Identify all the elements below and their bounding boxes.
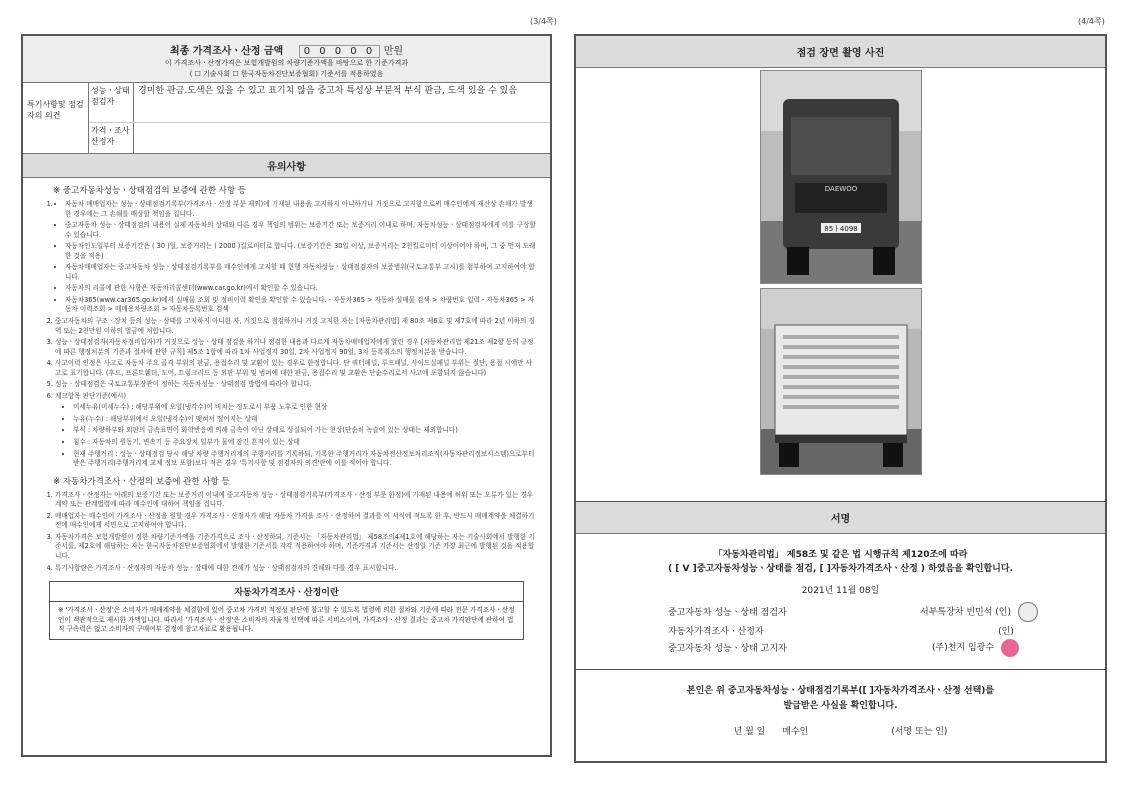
sign-statement: [576, 548, 1105, 577]
definition-title: 자동차가격조사ㆍ산정이란: [50, 582, 523, 602]
appraiser-seal: (인): [998, 626, 1014, 637]
confirm-line-2: 발급받은 사실을 확인합니다.: [783, 701, 898, 712]
sign-date: 2021년 11월 08일: [801, 585, 880, 596]
section1-title: ※ 중고자동차성능ㆍ상태점검의 보증에 관한 사항 등: [53, 186, 247, 196]
note-item: 3. 성능ㆍ상태점검자(자동차정비업자)가 거짓으로 성능ㆍ상태 점검을 하거나 점검한 내용과 다르게 자동차매매업자에게 알린 경우 [자동차관리법 제21조 제2항 등의 규정에 따른 행정처분의 기준과 절차에 관한 규칙] 제5조 1항에 따라 1차 사업정지 30일, 2차 사업정지 90일, 3차 등록취소의 행정처분을 받습니다.: [55, 338, 536, 357]
signature-row-appraiser: [668, 624, 1038, 637]
page-number-right: (4/4쪽): [1078, 17, 1105, 26]
note-bullet: • 1. 자동차 매매업자는 성능ㆍ상태점검기록부(가격조사ㆍ산정 부문 제외)에 기재된 내용을 고지하지 아니하거나 거짓으로 고지함으로써 매수인에게 재산상 손해가 발생한 경우에는 그 손해를 배상할 책임을 집니다.: [65, 200, 536, 219]
note-item: 2. 중고자동차의 구조ㆍ장치 등의 성능ㆍ상태를 고지하지 아니한 자, 거짓으로 점검하거나 거짓 고지한 자는 [자동차관리법] 제 80조 제6호 및 제7호에 따라 2년 이하의 징역 또는 2천만원 이하의 벌금에 처합니다.: [55, 317, 536, 336]
note-bullet: • 중고자동차 성능ㆍ상태점검의 내용이 실제 자동차의 상태와 다른 경우 책임의 범위는 보증기간 또는 보증거리 이내로 하며, 자동차성능ㆍ상태점검자에게 이를 구상할 수 있습니다.: [65, 221, 536, 240]
buyer-confirm: [576, 669, 1105, 715]
note-bullet: • 자동차의 리콜에 관한 사항은 자동차리콜센터(www.car.go.kr)에서 확인할 수 있습니다.: [65, 284, 536, 294]
inspector-cell: [920, 602, 1038, 622]
criteria-item: • 누유(누수) : 해당부위에서 오일(냉각수)이 맺혀서 떨어지는 상태: [73, 415, 536, 425]
note-bullet: • 자동차365(www.car365.go.kr)에서 실매물 조회 및 정비이력 확인을 확인할 수 있습니다. - 자동차365 > 자동차 실매물 검색 > 차량번호 입력 - 자동차365 > 자동차 이력조회 > 매매용차량조회 > 자동차등록번호 검색: [65, 296, 536, 315]
price-note-1: 이 가격조사ㆍ산정가격은 보험개발원의 차량기준가액을 바탕으로 한 기준가격과: [164, 59, 409, 67]
notes1-list: [55, 200, 536, 315]
notifier-role: 중고자동차 성능ㆍ상태 고지자: [668, 644, 787, 655]
criteria-item: • 침수 : 자동차의 원동기, 변속기 등 주요장치 일부가 물에 잠긴 흔적이 있는 상태: [73, 438, 536, 448]
inspector-stamp-icon: [1018, 602, 1038, 622]
price-title: 최종 가격조사ㆍ산정 금액: [169, 46, 284, 57]
price-title-row: [23, 36, 550, 58]
note-bullet: • 자동차매매업자는 중고자동차 성능ㆍ상태점검기록부를 매수인에게 고지할 때 현행 자동차성능ㆍ상태점검자의 보증범위(국토교통부 고시)를 첨부하여 고지하여야 합니다.: [65, 263, 536, 282]
criteria-item: • 미세누유(미세누수) : 해당부위에 오일(냉각수)이 비치는 정도로서 부품 노후로 인한 현상: [73, 403, 536, 413]
price-unit: 만원: [383, 46, 404, 57]
right-page: [574, 34, 1107, 763]
op-key-inspector: 성능ㆍ상태점검자: [89, 83, 134, 122]
signature-row-inspector: [668, 602, 1038, 622]
opinion-row-inspector: [89, 83, 550, 123]
photo-front: [760, 70, 922, 284]
price-amount: 0 0 0 0 0: [299, 45, 381, 58]
buyer-sign-row: [576, 724, 1105, 737]
note-item: 6. 체크항목 판단기준(예시): [55, 392, 536, 402]
criteria-list: [43, 403, 536, 468]
opinion-label: 특기사항및 점검자의 의견: [23, 83, 89, 153]
photo-header: 점검 장면 촬영 사진: [576, 36, 1105, 68]
opinion-row-appraiser: [89, 123, 550, 153]
section2-title: ※ 자동차가격조사ㆍ산정의 보증에 관한 사항 등: [53, 476, 230, 487]
definition-box: [49, 581, 524, 640]
notes-section1: [23, 200, 550, 469]
op-val-appraiser: [134, 123, 550, 153]
notifier-name: (주)천지 임광수: [932, 643, 995, 654]
truck-front-image: [761, 71, 921, 283]
note-item: 3. 자동차가격은 보험개발원이 정한 차량기준가액을 기준가격으로 조사ㆍ산정하되, 기준서는 「자동차관리법」 제58조의4제1호에 해당하는 자는 기술사회에서 발행한 기준서를, 제2호에 해당하는 자는 한국자동차진단보증협회에서 발행한 기준서를 각각 적용하여야 하며, 기준가격과 기준서는 산정일 기준 가장 최근에 발행된 것을 적용합니다.: [55, 533, 536, 562]
buyer-sign: (서명 또는 인): [891, 727, 948, 738]
notes2-list: [43, 317, 536, 401]
sign-line-1: 「자동차관리법」 제58조 및 같은 법 시행규칙 제120조에 따라: [713, 550, 968, 560]
truck-rear-image: [761, 289, 921, 474]
signature-section: [576, 502, 1105, 737]
note-item: 4. 사고이력 인정은 사고로 자동차 주요 골격 부위의 판금, 용접수리 및 교환이 있는 경우로 한정합니다. 단 쿼터패널, 루프패널, 사이드실패널 부위는 절단, 용접 시에만 사고로 표기합니다. (후드, 프론트휀더, 도어, 트렁크리드 등 외판 부위 및 범퍼에 대한 판금, 용접수리 및 교환은 단순수리로서 사고에 포함되지 않습니다): [55, 359, 536, 378]
op-val-inspector: 경미한 판금.도색은 있을 수 있고 표기치 않음 중고차 특성상 부분적 부식 판금, 도색 있을 수 있음: [138, 86, 518, 96]
price-note-2: ( ☐ 기술사회 ☐ 한국자동차진단보증협회) 기준서를 적용하였음: [189, 69, 384, 78]
note-item-1: [55, 200, 536, 315]
appraiser-role: 자동차가격조사ㆍ산정자: [668, 626, 764, 637]
op-key-appraiser: 가격ㆍ조사산정자: [89, 123, 134, 153]
buyer-date: 년 월 일: [733, 727, 766, 738]
sign-header: 서명: [576, 502, 1105, 534]
signature-table: [666, 600, 1040, 659]
photo-section: [576, 36, 1105, 502]
buyer-label: 매수인: [782, 727, 809, 738]
note-item: 4. 특기사항란은 가격조사ㆍ산정자의 자동차 성능ㆍ상태에 대한 견해가 성능ㆍ상태점검자의 견해와 다를 경우 표시합니다.: [55, 564, 536, 574]
truck-plate: 85ㅏ4098: [823, 225, 858, 233]
notifier-cell: [920, 639, 1038, 657]
inspector-role: 중고자동차 성능ㆍ상태 점검자: [668, 608, 787, 619]
notes3-list: [43, 491, 536, 573]
confirm-line-1: 본인은 위 중고자동차성능ㆍ상태점검기록부([ ]자동차가격조사ㆍ산정 선택)를: [686, 685, 995, 696]
inspector-seal: (인): [995, 607, 1012, 618]
notes-section2: [23, 491, 550, 573]
criteria-item: • 현재 주행거리 : 성능ㆍ상태점검 당시 해당 차량 주행거리계의 주행거리를 기록하되, 기록한 주행거리가 자동차전산정보처리조직(자동차관리정보시스템)으로부터 받은 주행거리(주행거리계 교체 정보 포함)보다 적은 경우 '특기사항 및 점검자의 의견'란에 이를 적어야 합니다.: [73, 450, 536, 469]
opinion-table: [23, 83, 550, 154]
page-number-left: (3/4쪽): [530, 17, 557, 26]
truck-brand: DAEWOO: [824, 185, 857, 193]
notifier-stamp-icon: [1001, 639, 1019, 657]
signature-row-notifier: [668, 639, 1038, 657]
note-item: 1. 가격조사ㆍ산정자는 아래의 보증기간 또는 보증거리 이내에 중고자동차 성능ㆍ상태점검기록부(가격조사ㆍ산정 부문 한정)에 기재된 내용에 허위 또는 오류가 있는 경우 계약 또는 관계법령에 따라 매수인에 대하여 책임을 집니다.: [55, 491, 536, 510]
inspector-name: 서부특장차 빈민석: [920, 607, 993, 618]
photo-rear: [760, 288, 922, 475]
note-item: 2. 매매업자는 매수인이 가격조사ㆍ산정을 원할 경우 가격조사ㆍ산정자가 해당 자동차 가격을 조사ㆍ산정하여 결과를 이 서식에 적도록 한 후, 반드시 매매계약을 체결하기 전에 매수인에게 서면으로 고지하여야 합니다.: [55, 512, 536, 531]
opinion-rows: [89, 83, 550, 153]
price-box: [23, 36, 550, 83]
note-bullet: • 자동차인도일부터 보증기간은 ( 30 )일, 보증거리는 ( 2000 )킬로미터로 합니다. (보증기간은 30일 이상, 보증거리는 2천킬로미터 이상이어야 하며, 그 중 먼저 도래한 것을 적용): [65, 242, 536, 261]
criteria-item: • 부식 : 차량하부와 외판의 금속표면이 화학반응에 의해 금속이 아닌 상태로 상실되어 가는 현상(단순히 녹슬어 있는 상태는 제외합니다): [73, 426, 536, 436]
sign-line-2: ( [ V ]중고자동차성능ㆍ상태를 점검, [ ]자동차가격조사ㆍ산정 ) 하였음을 확인합니다.: [668, 564, 1013, 575]
left-page: [21, 34, 552, 757]
note-item: 5. 성능ㆍ상태점검은 국토교통부장관이 정하는 자동차성능ㆍ상태점검 방법에 따라야 합니다.: [55, 380, 536, 390]
definition-text: ※ '가격조사ㆍ산정'은 소비자가 매매계약을 체결함에 있어 중고차 가격의 적정성 판단에 참고할 수 있도록 법령에 의한 절차와 기준에 따라 전문 가격조사ㆍ산정인이 객관적으로 제시한 가액입니다. 따라서 '가격조사ㆍ산정'은 소비자의 자율적 선택에 따른 서비스이며, 가격조사ㆍ산정 결과는 중고차 가격판단에 관하여 법적 구속력은 없고 소비자의 구매여부 결정에 참고자료로 활용됩니다.: [58, 606, 515, 634]
notice-header: 유의사항: [23, 154, 550, 178]
